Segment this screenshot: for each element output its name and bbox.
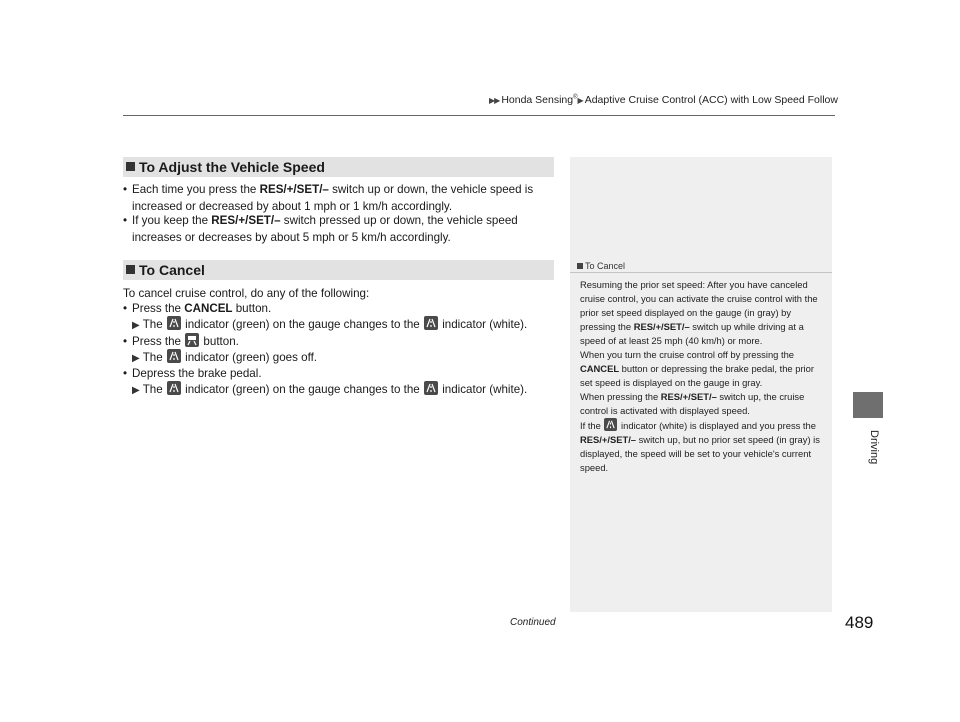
list-item: • If you keep the RES/+/SET/– switch pressed up or down, the vehicle speed increases or decreases by about 5 mph or 5 km/h accordingly.	[123, 214, 518, 244]
page-number: 489	[845, 613, 874, 632]
acc-button-icon	[185, 333, 199, 347]
bullet-icon: •	[123, 302, 128, 315]
breadcrumb: ▶▶ Honda Sensing®▶ Adaptive Cruise Control (ACC) with Low Speed Follow	[489, 94, 838, 106]
arrow-icon: ▶	[132, 353, 140, 364]
sidebar-divider	[570, 272, 832, 273]
cancel-intro: To cancel cruise control, do any of the following:	[123, 287, 370, 300]
cruise-indicator-icon	[424, 381, 438, 395]
list-subitem: ▶ The indicator (green) on the gauge changes to the indicator (white).	[132, 383, 528, 396]
continued-label: Continued	[510, 617, 556, 628]
sidebar-note-body: Resuming the prior set speed: After you have canceled cruise control, you can activate the cruise control with the prior set speed displayed on the gauge (in gray) by pressing the RES/+/SET/– switch up while driving at a speed of at least 25 mph (40 km/h) or more. When you turn the cruise control off by pressing the CANCEL button or depressing the brake pedal, the prior set speed is displayed on the gauge in gray. When pressing the RES/+/SET/– switch up, the cruise control is activated with displayed speed. If the indicator (white) is displayed and you press the RES/+/SET/– switch up, but no prior set speed (in gray) is displayed, the speed will be set to your vehicle's current speed.	[580, 279, 820, 473]
arrow-icon: ▶	[132, 320, 140, 331]
list-subitem: ▶ The indicator (green) on the gauge changes to the indicator (white).	[132, 318, 528, 331]
bullet-icon: •	[123, 183, 128, 196]
square-bullet-icon	[126, 162, 135, 171]
section-heading-cancel: To Cancel	[123, 260, 554, 280]
header-rule	[123, 115, 835, 116]
cruise-indicator-icon	[167, 316, 181, 330]
square-bullet-icon	[126, 265, 135, 274]
section-heading-adjust: To Adjust the Vehicle Speed	[123, 157, 554, 177]
chapter-label: Driving	[868, 430, 880, 465]
cruise-indicator-icon	[167, 381, 181, 395]
list-item: • Each time you press the RES/+/SET/– switch up or down, the vehicle speed is increased or decreased by about 1 mph or 1 km/h accordingly.	[123, 183, 534, 213]
cruise-indicator-icon	[604, 418, 617, 431]
chapter-tab	[853, 392, 883, 418]
list-subitem: ▶ The indicator (green) goes off.	[132, 351, 318, 364]
list-item: • Press the CANCEL button.	[123, 302, 272, 315]
list-item: • Depress the brake pedal.	[123, 367, 262, 380]
cruise-indicator-icon	[167, 349, 181, 363]
bullet-icon: •	[123, 214, 128, 227]
bullet-icon: •	[123, 335, 128, 348]
list-item: • Press the button.	[123, 335, 239, 348]
breadcrumb-arrow-icon: ▶▶	[489, 96, 500, 105]
cruise-indicator-icon	[424, 316, 438, 330]
breadcrumb-arrow-icon: ▶	[577, 96, 583, 105]
bullet-icon: •	[123, 367, 128, 380]
reference-marker-icon	[577, 263, 583, 269]
sidebar-note-title: To Cancel	[577, 261, 625, 271]
arrow-icon: ▶	[132, 385, 140, 396]
